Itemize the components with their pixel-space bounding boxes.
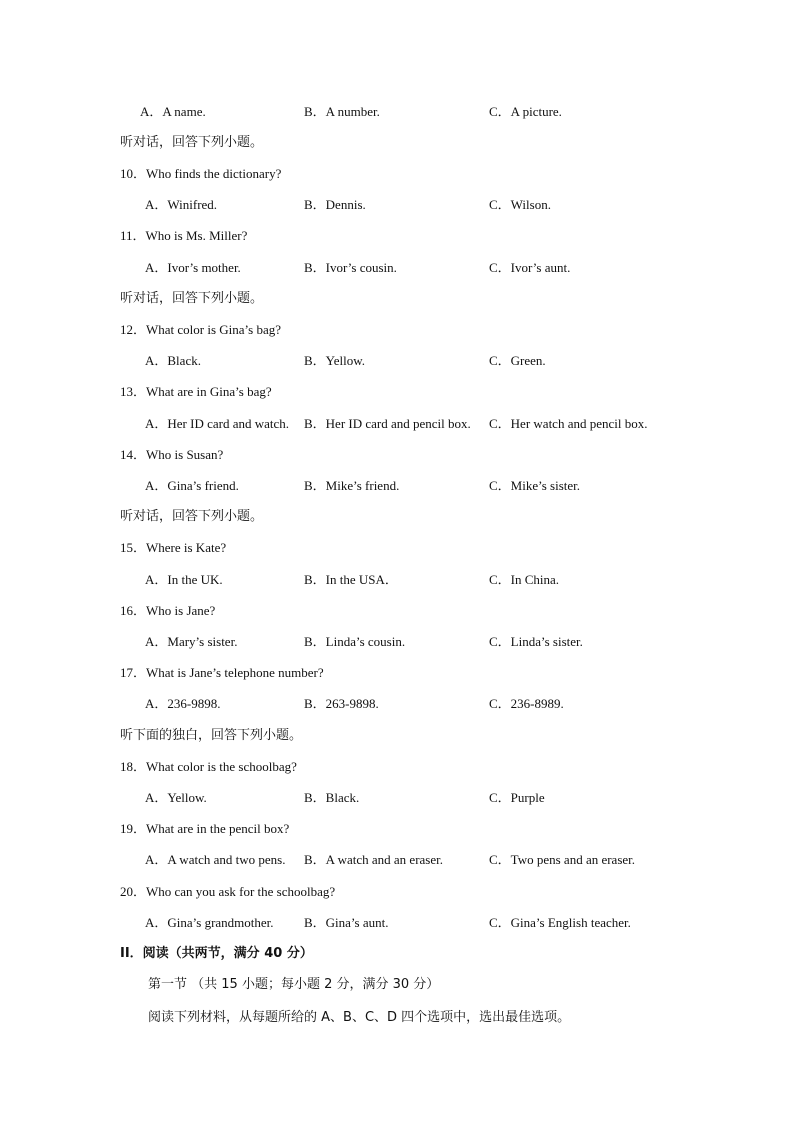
question-18: 18．What color is the schoolbag? — [120, 759, 297, 774]
q9-option-b: B．A number. — [304, 104, 380, 119]
q10-option-b: B．Dennis. — [304, 197, 366, 212]
q9-option-a: A．A name. — [140, 104, 206, 119]
q20-option-b: B．Gina’s aunt. — [304, 915, 389, 930]
q12-option-b: B．Yellow. — [304, 353, 366, 368]
q19-option-b: B．A watch and an eraser. — [304, 852, 443, 867]
section-title: II．阅读（共两节，满分 40 分） — [120, 946, 313, 961]
q17-option-c: C．236-8989. — [489, 696, 564, 711]
q20-option-a: A．Gina’s grandmother. — [145, 915, 274, 930]
q15-option-b: B．In the USA． — [304, 572, 398, 587]
q13-option-c: C．Her watch and pencil box. — [489, 416, 648, 431]
question-15: 15．Where is Kate? — [120, 540, 227, 555]
q11-option-c: C．Ivor’s aunt. — [489, 260, 571, 275]
q9-option-c: C．A picture. — [489, 104, 562, 119]
question-17: 17．What is Jane’s telephone number? — [120, 665, 324, 680]
q11-option-a: A．Ivor’s mother. — [145, 260, 241, 275]
q13-option-b: B．Her ID card and pencil box. — [304, 416, 471, 431]
q12-option-c: C．Green. — [489, 353, 546, 368]
question-12: 12．What color is Gina’s bag? — [120, 322, 282, 337]
listening-instruction: 听下面的独白，回答下列小题。 — [120, 728, 303, 743]
listening-instruction: 听对话，回答下列小题。 — [120, 135, 264, 150]
q14-option-c: C．Mike’s sister. — [489, 478, 581, 493]
listening-instruction: 听对话，回答下列小题。 — [120, 291, 264, 306]
question-11: 11．Who is Ms. Miller? — [120, 228, 248, 243]
q20-option-c: C．Gina’s English teacher. — [489, 915, 631, 930]
question-10: 10．Who finds the dictionary? — [120, 166, 282, 181]
section-part-heading: 第一节 （共 15 小题；每小题 2 分，满分 30 分） — [148, 977, 440, 992]
q17-option-a: A．236-9898. — [145, 696, 221, 711]
q16-option-a: A．Mary’s sister. — [145, 634, 238, 649]
q10-option-c: C．Wilson. — [489, 197, 551, 212]
q16-option-c: C．Linda’s sister. — [489, 634, 583, 649]
q13-option-a: A．Her ID card and watch. — [145, 416, 290, 431]
q10-option-a: A．Winifred. — [145, 197, 218, 212]
q14-option-b: B．Mike’s friend. — [304, 478, 400, 493]
q18-option-b: B．Black. — [304, 790, 360, 805]
question-20: 20．Who can you ask for the schoolbag? — [120, 884, 336, 899]
q16-option-b: B．Linda’s cousin. — [304, 634, 406, 649]
q14-option-a: A．Gina’s friend. — [145, 478, 239, 493]
q19-option-c: C．Two pens and an eraser. — [489, 852, 636, 867]
q15-option-a: A．In the UK. — [145, 572, 223, 587]
q12-option-a: A．Black. — [145, 353, 201, 368]
q18-option-c: C．Purple — [489, 790, 545, 805]
question-19: 19．What are in the pencil box? — [120, 821, 290, 836]
section-instruction: 阅读下列材料，从每题所给的 A、B、C、D 四个选项中，选出最佳选项。 — [148, 1010, 571, 1025]
listening-instruction: 听对话，回答下列小题。 — [120, 509, 264, 524]
question-16: 16．Who is Jane? — [120, 603, 216, 618]
q15-option-c: C．In China. — [489, 572, 560, 587]
q17-option-b: B．263-9898. — [304, 696, 379, 711]
q11-option-b: B．Ivor’s cousin. — [304, 260, 397, 275]
q19-option-a: A．A watch and two pens. — [145, 852, 286, 867]
question-13: 13．What are in Gina’s bag? — [120, 384, 272, 399]
q18-option-a: A．Yellow. — [145, 790, 207, 805]
question-14: 14．Who is Susan? — [120, 447, 224, 462]
